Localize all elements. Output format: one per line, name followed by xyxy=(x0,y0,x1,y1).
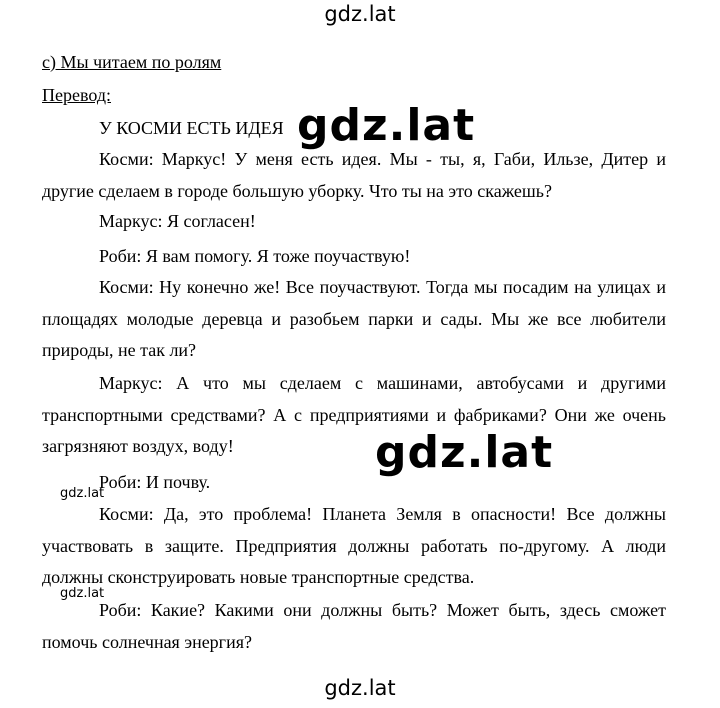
watermark-small-2: gdz.lat xyxy=(60,586,105,601)
dialogue-line-robi-3: Роби: Какие? Какими они должны быть? Может быть, здесь сможет помочь солнечная энергия? xyxy=(42,600,666,652)
dialogue-line-kosmi-2: Косми: Ну конечно же! Все поучаствуют. Тогда мы посадим на улицах и площадях молодые деревца и разобьем парки и сады. Мы же все любители природы, не так ли? xyxy=(42,277,666,360)
watermark-top: gdz.lat xyxy=(324,2,396,26)
dialogue-line-markus-1: Маркус: Я согласен! xyxy=(99,211,256,231)
watermark-large-2: gdz.lat xyxy=(375,427,554,478)
section-heading: с) Мы читаем по ролям xyxy=(42,52,222,72)
watermark-small-1: gdz.lat xyxy=(60,486,105,501)
dialogue-line-robi-1: Роби: Я вам помогу. Я тоже поучаствую! xyxy=(99,246,411,266)
translation-label: Перевод: xyxy=(42,85,111,105)
story-title: У КОСМИ ЕСТЬ ИДЕЯ xyxy=(99,118,284,138)
watermark-bottom: gdz.lat xyxy=(324,676,396,700)
dialogue-line-kosmi-3: Косми: Да, это проблема! Планета Земля в опасности! Все должны участвовать в защите. Предприятия должны работать по-другому. А люди должны сконструировать новые транспортные средства. xyxy=(42,504,666,587)
dialogue-line-robi-2: Роби: И почву. xyxy=(99,472,211,492)
dialogue-line-kosmi-1: Косми: Маркус! У меня есть идея. Мы - ты, я, Габи, Ильзе, Дитер и другие сделаем в городе большую уборку. Что ты на это скажешь? xyxy=(42,149,666,201)
dialogue-line-markus-2: Маркус: А что мы сделаем с машинами, автобусами и другими транспортными средствами? А с предприятиями и фабриками? Они же очень загрязняют воздух, воду! xyxy=(42,373,666,456)
watermark-large-1: gdz.lat xyxy=(297,100,476,151)
